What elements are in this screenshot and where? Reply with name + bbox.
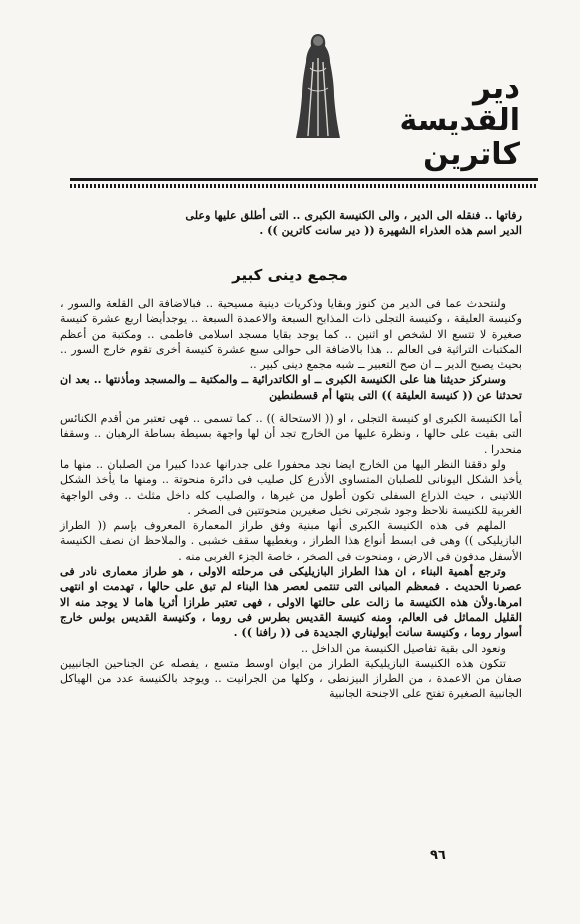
- paragraph-5: الملهم فى هذه الكنيسة الكبرى أنها مبنية وفق طراز المعمارة المعروف بإسم (( الطراز البازيليكى )) وهى فى ابسط أنواع هذا الطراز ، وبغطيها سقف خشبى . والملاحظ ان نصف الكنيسة الأسفل مدفون فى الارض ، ومنحوت فى الصخر ، خاصة الجزء الغربى منه .: [60, 519, 522, 563]
- chapter-title: [350, 72, 520, 172]
- intro-paragraph: [60, 208, 522, 239]
- page-number: ٩٦: [430, 848, 446, 863]
- paragraph-8: تتكون هذه الكنيسة البازيليكية الطراز من ايوان اوسط متسع ، يفصله عن الجناحين الجانبيين صفان من الاعمدة ، من الطراز البيزنطى ، وكلها من الجرانيت .. ويوجد بالكنيسة عدد من الهياكل الجانبية الصغيرة تفتح على الاجنحة الجانبية: [60, 656, 522, 701]
- paragraph-7: ونعود الى بقية تفاصيل الكنيسة من الداخل ..: [300, 641, 506, 655]
- paragraph-4: ولو دققنا النظر اليها من الخارج ايضا نجد محفورا على جدرانها عددا كبيرا من الصلبان .. منها ما يأخذ الشكل اليونانى للصلبان المتساوى الأذرع كل صليب فى دائرة منحوتة .. ومنها ما يأخذ الشكل اللاتينى ، حيث الذراع السفلى تكون أطول من غيرها ، والصليب كله داخل مثلث .. وفى الواجهة الغربية للكنيسة نلاحظ وجود شجرتى نخيل صغيرين منحوتتين فى الصخر .: [60, 457, 522, 517]
- title-line-2: القديسة: [399, 103, 520, 138]
- paragraph-1: ولنتحدث عما فى الدير من كنوز وبقايا وذكريات دينية مسيحية .. فبالاضافة الى القلعة والسور ، وكنيسة العليقة ، وكنيسة التجلى ذات المذابح السبعة والاعمدة السبعة .. يوجدأيضا اربع عشرة كنيسة صغيرة لا تتسع الا لشخص او اثنين .. كما يوجد بقايا مسجد اسلامى فاطمى .. ومكتبة من أعظم المكتبات التراثية فى العالم .. هذا بالاضافة الى حوالى سبع عشرة كنيسة أخرى تقوم خارج السور .. بحيث يصبح الدير ــ ان صح التعبير ــ شبه مجمع دينى كبير ..: [60, 297, 522, 372]
- header-rule: [70, 178, 538, 181]
- header-rule-pattern: [70, 184, 538, 188]
- body-text: [60, 296, 522, 702]
- intro-line-2: الدير اسم هذه العذراء الشهيرة (( دير سانت كاترين )) .: [259, 223, 522, 238]
- saint-figure-illustration: [290, 32, 346, 140]
- paragraph-6: وترجع أهمية البناء ، ان هذا الطراز البازيليكى فى مرحلته الاولى ، هو طراز معمارى نادر فى عصرنا الحديث . فمعظم المبانى التى تنتمى لعصر هذا البناء لم تبق على حالها ، تهدمت او انتهى امرها.ولأن هذه الكنيسة ما زالت على حالتها الاولى ، فهى تعتبر طرازا أثريا هاما لا يوجد منه الا القليل المماثل فى العالم، ومنه كنيسة القديس بطرس فى روما ، وكنيسة القديس بولس خارج أسوار روما ، وكنيسة سانت أبوليناري الجديدة فى (( رافنا )) .: [60, 564, 522, 640]
- title-line-3: كاترين: [423, 137, 520, 172]
- intro-line-1: رفاتها .. فنقله الى الدير ، والى الكنيسة الكبرى .. التى أطلق عليها وعلى: [185, 208, 522, 222]
- title-line-1: دير: [473, 70, 520, 106]
- section-heading: مجمع دينى كبير: [232, 266, 348, 284]
- paragraph-2: وسنركز حديثنا هنا على الكنيسة الكبرى ــ او الكاتدرائية ــ والمكتبة ــ والمسجد ومأذنتها .. بعد ان تحدثنا عن (( كنيسة العليقة )) التى بنتها أم قسطنطين: [60, 372, 522, 402]
- paragraph-3: أما الكنيسة الكبرى او كنيسة التجلى ، او (( الاستحالة )) .. كما تسمى .. فهى تعتبر من أقدم الكنائس التى بقيت على حالها ، ونظرة عليها من الخارج تجد أن لها واجهة بسيطة بساطة الرهبان .. وسقفا منحدرا .: [60, 412, 522, 456]
